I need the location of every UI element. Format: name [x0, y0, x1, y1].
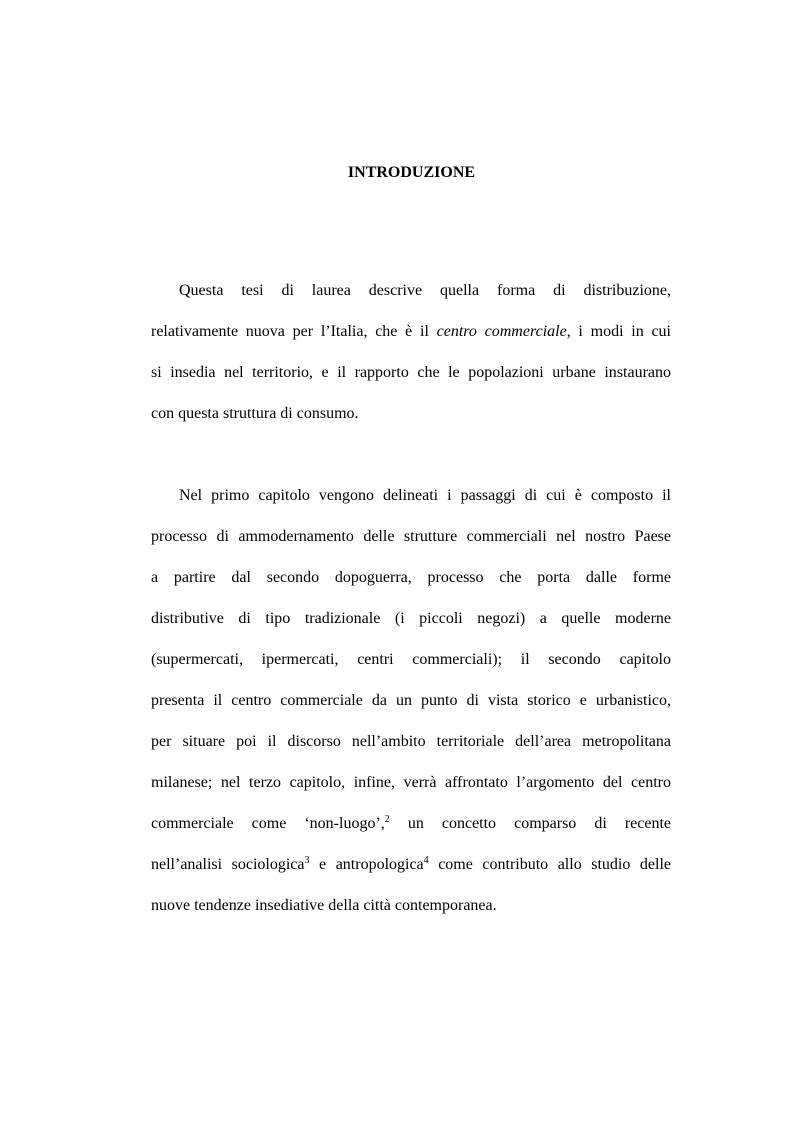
text-run: e antropologica: [309, 856, 424, 873]
paragraph-line: [151, 721, 671, 762]
text-run: nell’analisi sociologica: [151, 856, 305, 873]
paragraph-line: [151, 639, 671, 680]
italic-term: centro commerciale: [436, 323, 567, 340]
paragraph-line: [151, 885, 671, 926]
text-run: Nel primo capitolo vengono delineati i passaggi di cui è composto il: [179, 487, 671, 504]
text-run: a partire dal secondo dopoguerra, processo che porta dalle forme: [151, 569, 671, 586]
footnote-marker[interactable]: 4: [423, 855, 429, 866]
text-run: (supermercati, ipermercati, centri commerciali); il secondo capitolo: [151, 651, 671, 668]
paragraph-line: [151, 557, 671, 598]
text-run: distributive di tipo tradizionale (i piccoli negozi) a quelle moderne: [151, 610, 671, 627]
paragraph-line: [151, 475, 671, 516]
text-run: , i modi in cui: [566, 323, 671, 340]
paragraph-line: [151, 352, 671, 393]
text-run: Questa tesi di laurea descrive quella forma di distribuzione,: [179, 282, 671, 299]
paragraph-line: [151, 762, 671, 803]
text-run: un concetto comparso di recente: [389, 815, 671, 832]
text-run: commerciale come ‘non-luogo’,: [151, 815, 385, 832]
footnote-marker[interactable]: 2: [384, 814, 390, 825]
paragraph-line: [151, 311, 671, 352]
paragraph-line: [151, 844, 671, 885]
footnote-marker[interactable]: 3: [304, 855, 310, 866]
paragraph-intro: [151, 270, 671, 434]
paragraph-chapters: [151, 475, 671, 926]
page-title: INTRODUZIONE: [347, 164, 476, 181]
text-run: per situare poi il discorso nell’ambito territoriale dell’area metropolitana: [151, 733, 671, 750]
text-run: relativamente nuova per l’Italia, che è il: [151, 323, 437, 340]
text-run: nuove tendenze insediative della città contemporanea.: [151, 897, 497, 914]
paragraph-line: [151, 516, 671, 557]
paragraph-line: [151, 598, 671, 639]
paragraph-line: [151, 803, 671, 844]
paragraph-line: [151, 393, 671, 434]
text-run: processo di ammodernamento delle strutture commerciali nel nostro Paese: [151, 528, 671, 545]
paragraph-line: [151, 680, 671, 721]
paragraph-line: [151, 270, 671, 311]
text-run: milanese; nel terzo capitolo, infine, verrà affrontato l’argomento del centro: [151, 774, 671, 791]
text-run: si insedia nel territorio, e il rapporto che le popolazioni urbane instaurano: [151, 364, 671, 381]
text-run: con questa struttura di consumo.: [151, 405, 359, 422]
text-run: presenta il centro commerciale da un punto di vista storico e urbanistico,: [151, 692, 671, 709]
text-run: come contributo allo studio delle: [428, 856, 671, 873]
